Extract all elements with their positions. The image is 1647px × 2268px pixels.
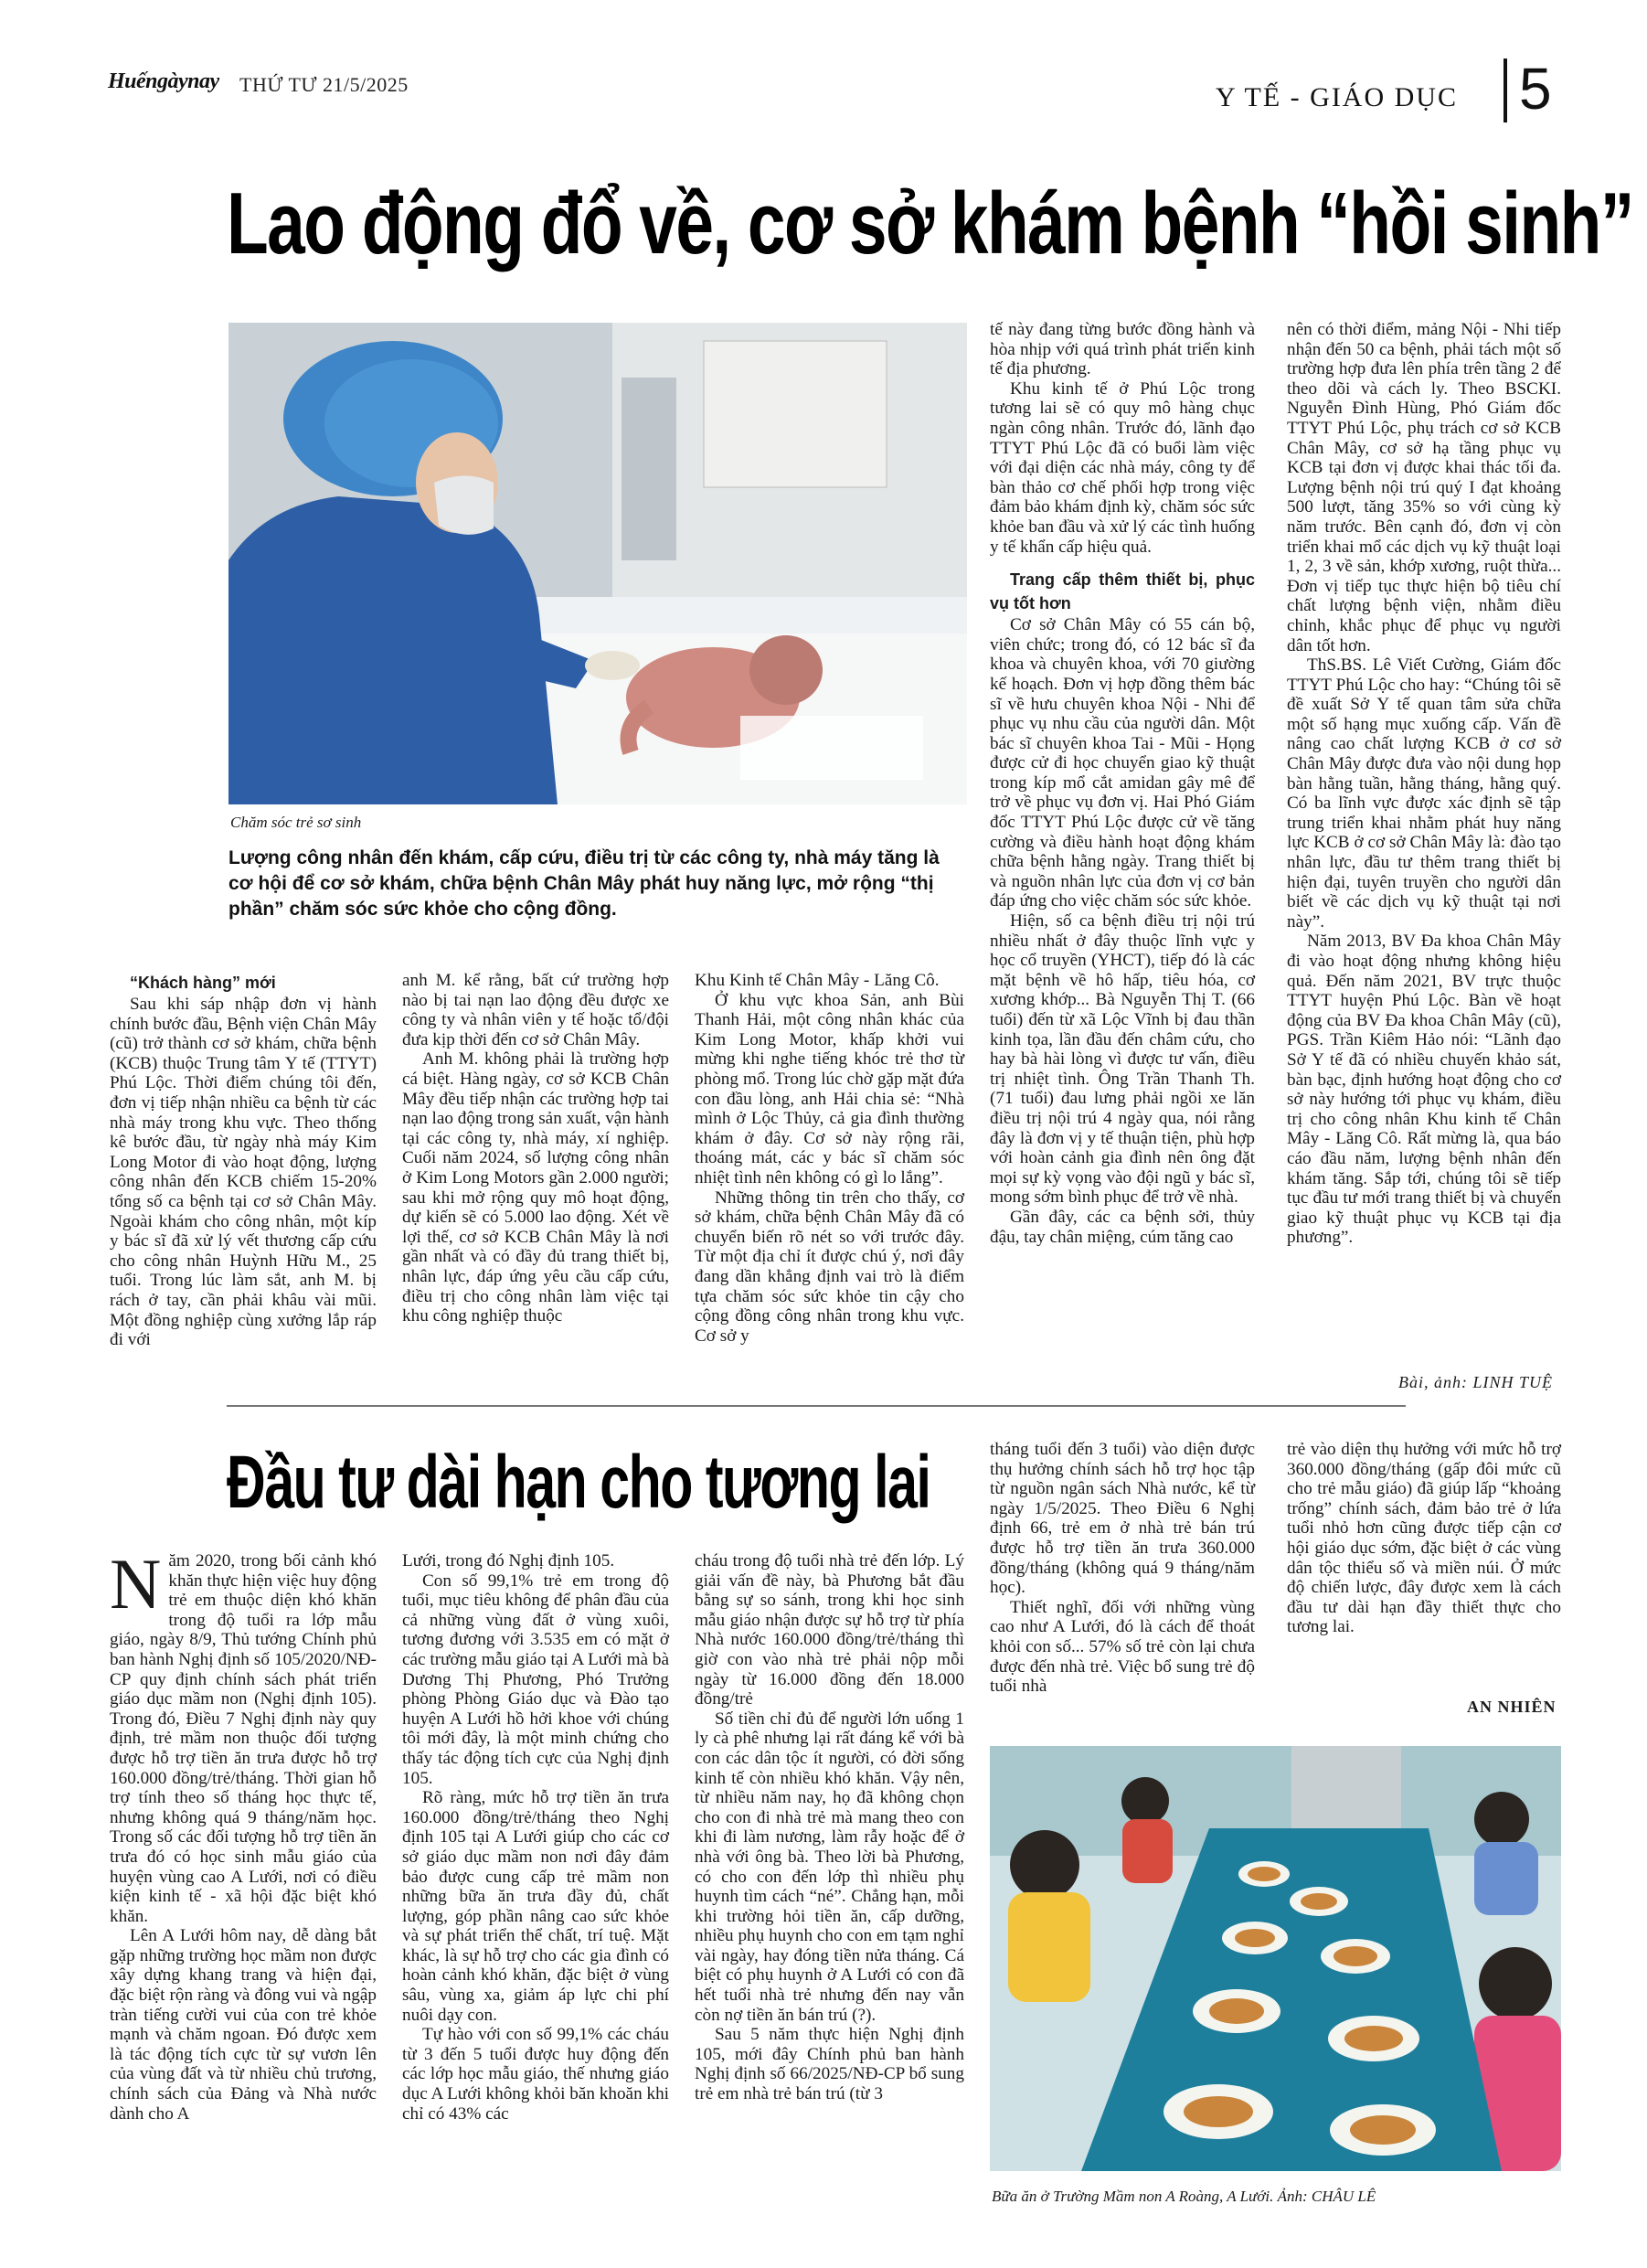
paragraph: Sau 5 năm thực hiện Nghị định 105, mới đây Chính phủ ban hành Nghị định số 66/2025/NĐ-CP bổ sung trẻ em nhà trẻ bán trú (từ 3 xyxy=(695,2025,964,2104)
paragraph: Khu kinh tế ở Phú Lộc trong tương lai sẽ có quy mô hàng chục ngàn công nhân. Trước đó, lãnh đạo TTYT Phú Lộc đã có buổi làm việc với đại diện các nhà máy, công ty để bàn thảo cơ chế phối hợp trong việc đảm bảo khám định kỳ, chăm sóc sức khỏe ban đầu và xử lý các tình huống y tế khẩn cấp hiệu quả. xyxy=(990,378,1255,557)
paragraph: Con số 99,1% trẻ em trong độ tuổi, mục tiêu không để phân đầu của cả những vùng đất ở vùng xuôi, tương đương với 3.535 em có mặt ở các trường mẫu giáo tại A Lưới mà bà Dương Thị Phương, Phó Trưởng phòng Phòng Giáo dục và Đào tạo huyện A Lưới hồ hởi khoe với chúng tôi mới đây, là một minh chứng cho thấy tác động tích cực của Nghị định 105. xyxy=(402,1571,669,1788)
page-divider xyxy=(1504,59,1507,122)
paragraph: Những thông tin trên cho thấy, cơ sở khám, chữa bệnh Chân Mây đã có chuyển biến rõ nét so với trước đây. Từ một địa chỉ ít được chú ý, nơi đây đang dần khẳng định vai trò là điểm tựa chăm sóc sức khỏe tin cậy cho cộng đồng công nhân trong khu vực. Cơ sở y xyxy=(695,1187,964,1346)
article1-sapo: Lượng công nhân đến khám, cấp cứu, điều trị từ các công ty, nhà máy tăng là cơ hội để cơ sở khám, chữa bệnh Chân Mây phát huy năng lực, mở rộng “thị phần” chăm sóc sức khỏe cho cộng đồng. xyxy=(228,847,940,920)
article2-column-2 xyxy=(402,1551,669,2124)
school-lunch-illustration xyxy=(990,1746,1561,2171)
paragraph: Năm 2013, BV Đa khoa Chân Mây đi vào hoạt động nhưng không hiệu quả. Đến năm 2021, BV trực thuộc TTYT huyện Phú Lộc. Bàn về hoạt động của BV Đa khoa Chân Mây (cũ), PGS. Trần Kiêm Hảo nói: “Lãnh đạo Sở Y tế đã có nhiều chuyến khảo sát, bàn bạc, định hướng hoạt động cho cơ sở này hướng tới phục vụ khám, điều trị cho công nhân Khu kinh tế Chân Mây - Lăng Cô. Rất mừng là, qua báo cáo đầu năm, lượng bệnh nhân đến khám tăng. Sắp tới, chúng tôi sẽ tiếp tục đầu tư mới trang thiết bị và chuyển giao kỹ thuật phục vụ KCB tại địa phương”. xyxy=(1287,932,1561,1248)
paragraph: nên có thời điểm, mảng Nội - Nhi tiếp nhận đến 50 ca bệnh, phải tách một số trường hợp đưa lên phía trên tầng 2 để theo dõi và cách ly. Theo BSCKI. Nguyễn Đình Hùng, Phó Giám đốc TTYT Phú Lộc, phụ trách cơ sở KCB Chân Mây, cơ sở hạ tầng phục vụ KCB tại đơn vị được khai thác tối đa. Lượng bệnh nội trú quý I đạt khoảng 500 lượt, tăng 35% so với cùng kỳ năm trước. Bên cạnh đó, đơn vị còn triển khai mổ các dịch vụ kỹ thuật loại 1, 2, 3 về sản, khớp xương, ruột thừa... Đơn vị tiếp tục thực hiện bộ tiêu chí chất lượng bệnh viện, nhằm điều chỉnh, khắc phục để phục vụ người dân tốt hơn. xyxy=(1287,320,1561,655)
photo-caption-lunch: Bữa ăn ở Trường Mầm non A Roàng, A Lưới. Ảnh: CHÂU LÊ xyxy=(992,2188,1376,2205)
paragraph: Gần đây, các ca bệnh sởi, thủy đậu, tay chân miệng, cúm tăng cao xyxy=(990,1207,1255,1247)
paragraph: tế này đang từng bước đồng hành và hòa nhịp với quá trình phát triển kinh tế địa phương. xyxy=(990,320,1255,379)
paragraph: anh M. kể rằng, bất cứ trường hợp nào bị tai nạn lao động đều được xe công ty và nhân viên y tế hoặc tổ/đội đưa kịp thời đến cơ sở Chân Mây. xyxy=(402,971,669,1049)
lead-text: ăm 2020, trong bối cảnh khó khăn thực hiện việc huy động trẻ em thuộc diện khó khăn trong độ tuổi ra lớp mẫu giáo, ngày 8/9, Thủ tướng Chính phủ ban hành Nghị định số 105/2020/NĐ-CP quy định chính sách phát triển giáo dục mầm non (Nghị định 105). Trong đó, Điều 7 Nghị định này quy định, trẻ mầm non thuộc đối tượng được hỗ trợ tiền ăn trưa được hỗ trợ 160.000 đồng/trẻ/tháng. Thời gian hỗ trợ tính theo số tháng học thực tế, nhưng không quá 9 tháng/năm học. Trong số các đối tượng hỗ trợ tiền ăn trưa đó có học sinh mẫu giáo của huyện vùng cao A Lưới, nơi có điều kiện kinh tế - xã hội đặc biệt khó khăn. xyxy=(110,1551,377,1926)
newborn-care-illustration xyxy=(228,323,967,804)
article2-headline: Đầu tư dài hạn cho tương lai xyxy=(227,1441,930,1524)
article2-column-3 xyxy=(695,1551,964,2104)
article2-column-1 xyxy=(110,1544,377,2124)
paragraph: Anh M. không phải là trường hợp cá biệt. Hàng ngày, cơ sở KCB Chân Mây đều tiếp nhận các trường hợp tai nạn lao động trong sản xuất, vận hành tại các công ty, nhà máy, xí nghiệp. Cuối năm 2024, số lượng công nhân ở Kim Long Motors gần 2.000 người; sau khi mở rộng quy mô hoạt động, dự kiến sẽ có 5.000 lao động. Xét về lợi thế, cơ sở KCB Chân Mây là nơi gần nhất và có đầy đủ trang thiết bị, nhân lực, đáp ứng yêu cầu cấp cứu, điều trị cho công nhân làm việc tại khu công nghiệp thuộc xyxy=(402,1049,670,1326)
page-number: 5 xyxy=(1519,56,1552,122)
article2-column-5 xyxy=(1287,1440,1561,1637)
paragraph: Ở khu vực khoa Sản, anh Bùi Thanh Hải, một công nhân khác của Kim Long Motor, khấp khởi vui mừng khi nghe tiếng khóc trẻ thơ từ phòng mổ. Trong lúc chờ gặp mặt đứa con đầu lòng, anh Hải chia sẻ: “Nhà mình ở Lộc Thủy, cả gia đình thường khám ở đây. Cơ sở này rộng rãi, thoáng mát, các y bác sĩ chăm sóc nhiệt tình nên không có gì lo lắng”. xyxy=(695,990,964,1187)
article1-column-bottom-1 xyxy=(110,971,377,1350)
paragraph: trẻ vào diện thụ hưởng với mức hỗ trợ 360.000 đồng/tháng (gấp đôi mức cũ cho trẻ mẫu giáo) đã giúp lấp “khoảng trống” chính sách, đảm bảo trẻ ở lứa tuổi nhỏ hơn cũng được tiếp cận cơ hội giáo dục sớm, đặc biệt ở các vùng dân tộc thiểu số và miền núi. Ở mức độ chiến lược, đây được xem là cách đầu tư dài hạn đầy thiết thực cho tương lai. xyxy=(1287,1440,1561,1637)
article1-column-top-middle xyxy=(990,320,1255,1247)
paragraph: Hiện, số ca bệnh điều trị nội trú nhiều nhất ở đây thuộc lĩnh vực y học cổ truyền (YHCT), tiếp đó là các mặt bệnh về hô hấp, tiêu hóa, cơ xương khớp... Bà Nguyễn Thị T. (66 tuổi) đến từ xã Lộc Vĩnh bị đau thần kinh tọa, lần đầu đến châm cứu, cho hay bà hài lòng vì được tư vấn, điều trị nhiệt tình. Ông Trần Thanh Th. (71 tuổi) đau lưng phải ngồi xe lăn điều trị nội trú 4 ngày qua, nói rằng đây là đơn vị y tế thuận tiện, phù hợp với hoàn cảnh gia đình nên ông đặt mọi sự kỳ vọng vào đội ngũ y bác sĩ, mong sớm bình phục để trở về nhà. xyxy=(990,911,1255,1208)
paragraph xyxy=(110,1544,377,1926)
article1-headline: Lao động đổ về, cơ sở khám bệnh “hồi sinh” xyxy=(227,175,1633,272)
paragraph: cháu trong độ tuổi nhà trẻ đến lớp. Lý giải vấn đề này, bà Phương bắt đầu bằng sự so sánh, trong khi học sinh mẫu giáo nhận được sự hỗ trợ từ phía Nhà nước 160.000 đồng/trẻ/tháng thì giờ con vào nhà trẻ phải nộp mỗi ngày từ 16.000 đồng đến 18.000 đồng/trẻ xyxy=(695,1551,964,1709)
paragraph: Cơ sở Chân Mây có 55 cán bộ, viên chức; trong đó, có 12 bác sĩ đa khoa và chuyên khoa, với 70 giường kế hoạch. Đơn vị hợp đồng thêm bác sĩ về hưu chuyên khoa Nội - Nhi để phục vụ nhu cầu của người dân. Một bác sĩ chuyên khoa Tai - Mũi - Họng được cử đi học chuyển giao kỹ thuật trong kíp mổ cắt amidan gây mê để trở về phục vụ đơn vị. Hai Phó Giám đốc TTYT Phú Lộc được cử về tăng cường và điều hành hoạt động khám chữa bệnh hằng ngày. Trang thiết bị và nguồn nhân lực của đơn vị cơ bản đáp ứng cho việc chăm sóc sức khỏe. xyxy=(990,615,1255,911)
paragraph: Thiết nghĩ, đối với những vùng cao như A Lưới, đó là cách để thoát khỏi con số... 57% số trẻ còn lại chưa được đến nhà trẻ. Việc bổ sung trẻ độ tuổi nhà xyxy=(990,1597,1255,1697)
paragraph: Tự hào với con số 99,1% các cháu từ 3 đến 5 tuổi được huy động đến các lớp học mẫu giáo, thế nhưng giáo dục A Lưới không khỏi băn khoăn khi chỉ có 43% các xyxy=(402,2025,669,2124)
photo-caption-newborn: Chăm sóc trẻ sơ sinh xyxy=(230,814,362,831)
subheading-new-customers: “Khách hàng” mới xyxy=(130,974,276,992)
paragraph: Rõ ràng, mức hỗ trợ tiền ăn trưa 160.000 đồng/trẻ/tháng theo Nghị định 105 tại A Lưới giúp cho các cơ sở giáo dục mầm non nơi đây đảm bảo được cung cấp trẻ mầm non những bữa ăn trưa đầy đủ, chất lượng, góp phần nâng cao sức khỏe và sự phát triển thể chất, trí tuệ. Mặt khác, là sự hỗ trợ cho các gia đình có hoàn cảnh khó khăn, đặc biệt ở vùng sâu, vùng xa, giảm áp lực chi phí nuôi dạy con. xyxy=(402,1788,669,2025)
newspaper-logo: Huếngàynay xyxy=(108,69,219,93)
issue-date: THỨ TƯ 21/5/2025 xyxy=(239,73,409,96)
article1-column-top-right xyxy=(1287,320,1561,1248)
article2-column-4 xyxy=(990,1440,1255,1697)
newborn-care-photo xyxy=(228,323,967,804)
paragraph: Sau khi sáp nhập đơn vị hành chính bước đầu, Bệnh viện Chân Mây (cũ) trở thành cơ sở khám, chữa bệnh (KCB) thuộc Trung tâm Y tế (TTYT) Phú Lộc. Thời điểm chúng tôi đến, đơn vị tiếp nhận nhiều ca bệnh từ các nhà máy trong khu vực. Theo thống kê bước đầu, từ ngày nhà máy Kim Long Motor đi vào hoạt động, lượng công nhân đến KCB chiếm 15-20% tổng số ca bệnh tại cơ sở Chân Mây. Ngoài khám cho công nhân, một kíp y bác sĩ đã xử lý vết thương cấp cứu cho công nhân Huỳnh Hữu M., 25 tuổi. Trong lúc làm sắt, anh M. bị rách ở tay, cần phải khâu vài mũi. Một đồng nghiệp cùng xưởng lắp ráp đi với xyxy=(110,995,377,1350)
paragraph: Lên A Lưới hôm nay, dễ dàng bắt gặp những trường học mầm non được xây dựng khang trang và hiện đại, đặc biệt rộn ràng và đông vui và ngập tràn tiếng cười vui của con trẻ khỏe mạnh và chăm ngoan. Đó được xem là tác động tích cực từ sự vươn lên của vùng đất và từ nhiều chủ trương, chính sách của Đảng và Nhà nước dành cho A xyxy=(110,1926,377,2124)
subheading-equipment: Trang cấp thêm thiết bị, phục vụ tốt hơn xyxy=(990,570,1255,613)
paragraph: tháng tuổi đến 3 tuổi) vào diện được thụ hưởng chính sách hỗ trợ học tập từ nguồn ngân sách Nhà nước, kể từ ngày 1/5/2025. Theo Điều 6 Nghị định 66, trẻ em ở nhà trẻ bán trú được hỗ trợ tiền ăn trưa 360.000 đồng/tháng (không quá 9 tháng/năm học). xyxy=(990,1440,1255,1598)
dropcap-letter: N xyxy=(110,1544,162,1624)
paragraph: Khu Kinh tế Chân Mây - Lăng Cô. xyxy=(695,971,940,990)
school-lunch-photo xyxy=(990,1746,1561,2171)
paragraph: ThS.BS. Lê Viết Cường, Giám đốc TTYT Phú Lộc cho hay: “Chúng tôi sẽ đề xuất Sở Y tế quan tâm sửa chữa một số hạng mục xuống cấp. Vấn đề nâng cao chất lượng KCB ở cơ sở Chân Mây được đưa vào nội dung họp bàn hằng tuần, hằng tháng, hằng quý. Có ba lĩnh vực được xác định sẽ tập trung triển khai nhằm phát huy năng lực KCB ở cơ sở Chân Mây là: đào tạo nhân lực, đầu tư thêm trang thiết bị hiện đại, tuyên truyền cho người dân biết về các dịch vụ kỹ thuật tại nơi này”. xyxy=(1287,655,1561,932)
section-title: Y TẾ - GIÁO DỤC xyxy=(1216,82,1458,112)
article-separator xyxy=(227,1405,1406,1407)
article1-byline: Bài, ảnh: LINH TUỆ xyxy=(1398,1373,1554,1391)
paragraph: Số tiền chỉ đủ để người lớn uống 1 ly cà phê nhưng lại rất đáng kể với bà con các dân tộc ít người, có đời sống kinh tế còn nhiều khó khăn. Vậy nên, từ nhiều năm nay, họ đã không chọn cho con đi nhà trẻ mà mang theo con khi đi làm nương, làm rẫy hoặc để ở nhà với ông bà. Theo lời bà Phương, có cho con đến lớp thì nhiều phụ huynh tìm cách “né”. Chẳng hạn, mỗi khi trường hỏi tiền ăn, cấp dưỡng, nhiều phụ huynh cho con em tạm nghỉ vài ngày, hay đóng tiền nửa tháng. Cá biệt có phụ huynh ở A Lưới có con đã hết tuổi nhà trẻ nhưng đến nay vẫn còn nợ tiền ăn bán trú (?). xyxy=(695,1709,964,2025)
article1-column-bottom-2 xyxy=(402,971,669,1326)
paragraph: Lưới, trong đó Nghị định 105. xyxy=(402,1551,615,1571)
article2-byline: AN NHIÊN xyxy=(1467,1698,1557,1716)
article1-column-bottom-3 xyxy=(695,971,964,1346)
